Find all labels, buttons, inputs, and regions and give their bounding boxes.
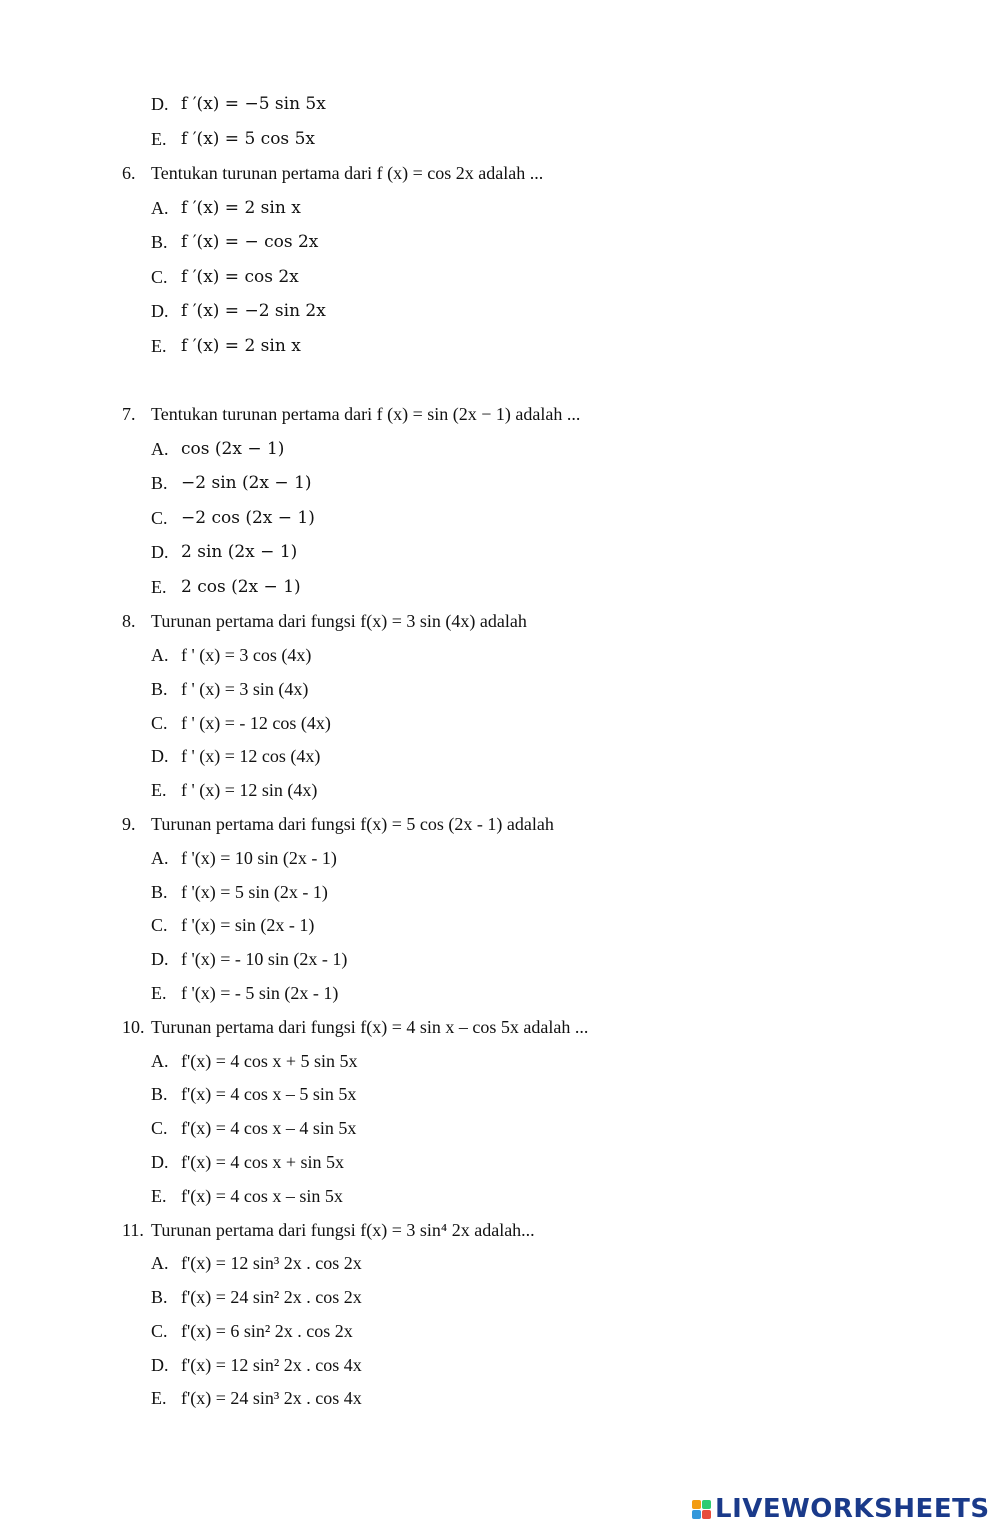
- option-letter: E.: [151, 1388, 167, 1408]
- question-number: 11.: [122, 1220, 144, 1240]
- question-number: 8.: [122, 611, 136, 631]
- option-text: cos (2x − 1): [181, 439, 285, 459]
- option-text: f ′(x) = −5 sin 5x: [181, 94, 326, 114]
- option-letter: A.: [151, 198, 169, 218]
- question-text: Turunan pertama dari fungsi f(x) = 3 sin⁴ 2x adalah...: [151, 1220, 535, 1240]
- option-text: f ' (x) = 3 cos (4x): [181, 645, 312, 665]
- option-letter: D.: [151, 1355, 169, 1375]
- option-letter: E.: [151, 129, 167, 149]
- option-text: f'(x) = 4 cos x – 5 sin 5x: [181, 1084, 357, 1104]
- option-text: f ′(x) = 2 sin x: [181, 198, 301, 218]
- option-text: f ′(x) = − cos 2x: [181, 232, 319, 252]
- question-number: 6.: [122, 163, 136, 183]
- option-letter: B.: [151, 1287, 168, 1307]
- option-text: f'(x) = 12 sin³ 2x . cos 2x: [181, 1253, 362, 1273]
- option-letter: C.: [151, 1321, 168, 1341]
- option-text: f'(x) = 6 sin² 2x . cos 2x: [181, 1321, 353, 1341]
- question-number: 10.: [122, 1017, 145, 1037]
- option-letter: B.: [151, 1084, 168, 1104]
- option-letter: A.: [151, 645, 169, 665]
- option-letter: D.: [151, 949, 169, 969]
- option-letter: A.: [151, 1051, 169, 1071]
- option-text: f'(x) = 12 sin² 2x . cos 4x: [181, 1355, 362, 1375]
- option-text: f '(x) = - 5 sin (2x - 1): [181, 983, 339, 1003]
- option-letter: D.: [151, 1152, 169, 1172]
- option-letter: C.: [151, 713, 168, 733]
- question-number: 9.: [122, 814, 136, 834]
- option-letter: E.: [151, 1186, 167, 1206]
- option-text: f '(x) = 10 sin (2x - 1): [181, 848, 337, 868]
- option-text: 2 sin (2x − 1): [181, 542, 298, 562]
- option-text: f ' (x) = 12 cos (4x): [181, 746, 321, 766]
- option-text: f'(x) = 24 sin³ 2x . cos 4x: [181, 1388, 362, 1408]
- question-text: Tentukan turunan pertama dari f (x) = sin (2x − 1) adalah ...: [151, 404, 581, 424]
- option-text: f'(x) = 4 cos x – 4 sin 5x: [181, 1118, 357, 1138]
- option-letter: C.: [151, 1118, 168, 1138]
- option-text: f'(x) = 4 cos x + 5 sin 5x: [181, 1051, 358, 1071]
- question-text: Tentukan turunan pertama dari f (x) = cos 2x adalah ...: [151, 163, 544, 183]
- logo-text: LIVEWORKSHEETS: [715, 1494, 990, 1524]
- option-letter: B.: [151, 679, 168, 699]
- option-letter: B.: [151, 232, 168, 252]
- option-text: −2 sin (2x − 1): [181, 473, 312, 493]
- option-letter: C.: [151, 267, 168, 287]
- liveworksheets-logo[interactable]: [692, 1491, 992, 1527]
- option-text: f '(x) = - 10 sin (2x - 1): [181, 949, 348, 969]
- option-letter: B.: [151, 473, 168, 493]
- question-text: Turunan pertama dari fungsi f(x) = 3 sin (4x) adalah: [151, 611, 527, 631]
- option-text: f '(x) = 5 sin (2x - 1): [181, 882, 328, 902]
- option-text: f ′(x) = cos 2x: [181, 267, 299, 287]
- option-letter: E.: [151, 577, 167, 597]
- option-letter: A.: [151, 439, 169, 459]
- option-letter: D.: [151, 94, 169, 114]
- option-text: f ' (x) = - 12 cos (4x): [181, 713, 331, 733]
- option-text: f'(x) = 4 cos x – sin 5x: [181, 1186, 343, 1206]
- option-text: f ′(x) = 5 cos 5x: [181, 129, 315, 149]
- option-text: f '(x) = sin (2x - 1): [181, 915, 315, 935]
- question-text: Turunan pertama dari fungsi f(x) = 5 cos (2x - 1) adalah: [151, 814, 554, 834]
- option-text: f ′(x) = 2 sin x: [181, 336, 301, 356]
- option-text: f ' (x) = 12 sin (4x): [181, 780, 318, 800]
- option-text: f'(x) = 24 sin² 2x . cos 2x: [181, 1287, 362, 1307]
- option-letter: E.: [151, 336, 167, 356]
- option-text: f ' (x) = 3 sin (4x): [181, 679, 309, 699]
- option-text: 2 cos (2x − 1): [181, 577, 301, 597]
- option-text: f'(x) = 4 cos x + sin 5x: [181, 1152, 345, 1172]
- option-letter: A.: [151, 1253, 169, 1273]
- option-letter: D.: [151, 301, 169, 321]
- option-letter: E.: [151, 983, 167, 1003]
- option-letter: C.: [151, 508, 168, 528]
- question-number: 7.: [122, 404, 136, 424]
- option-letter: D.: [151, 542, 169, 562]
- question-text: Turunan pertama dari fungsi f(x) = 4 sin x – cos 5x adalah ...: [151, 1017, 589, 1037]
- option-text: f ′(x) = −2 sin 2x: [181, 301, 326, 321]
- option-letter: A.: [151, 848, 169, 868]
- logo-grid-icon: [692, 1500, 711, 1519]
- option-letter: B.: [151, 882, 168, 902]
- option-letter: C.: [151, 915, 168, 935]
- option-letter: E.: [151, 780, 167, 800]
- option-text: −2 cos (2x − 1): [181, 508, 315, 528]
- option-letter: D.: [151, 746, 169, 766]
